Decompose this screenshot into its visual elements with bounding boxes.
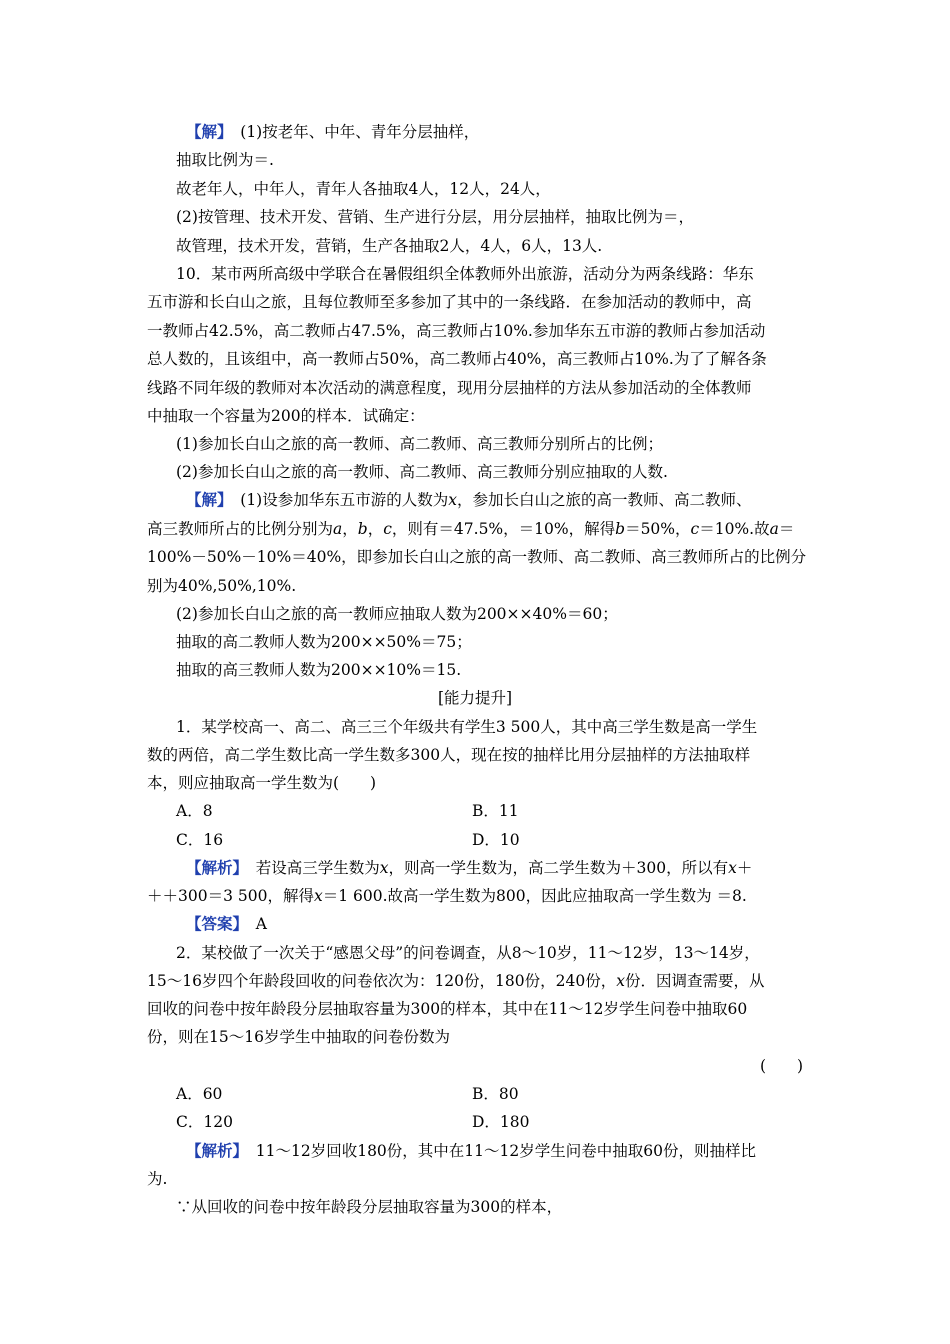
analysis-line: 【解析】 若设高三学生数为x，则高一学生数为，高二学生数为＋300，所以有x＋	[186, 858, 753, 877]
question-text: 数的两倍，高二学生数比高一学生数多300人，现在按的抽样比用分层抽样的方法抽取样	[147, 746, 751, 764]
text-line: 抽取的高三教师人数为200××10%＝15.	[176, 661, 462, 679]
problem-text: 一教师占42.5%，高二教师占47.5%，高三教师占10%.参加华东五市游的教师占参加活动	[147, 322, 766, 340]
question-text: 2．某校做了一次关于“感恩父母”的问卷调查，从8～10岁，11～12岁，13～14岁，	[176, 944, 760, 962]
analysis-line: ＋＋300＝3 500，解得x＝1 600.故高一学生数为800，因此应抽取高一学生数为 ＝8.	[147, 887, 747, 905]
solution-line: 【解】 (1)按老年、中年、青年分层抽样，	[186, 122, 480, 141]
text-line: 抽取比例为＝.	[176, 151, 274, 169]
option-d: D．180	[472, 1113, 530, 1131]
question-text: 1．某学校高一、高二、高三三个年级共有学生3 500人，其中高三学生数是高一学生	[176, 718, 758, 736]
solution-tag: 【解】	[186, 490, 225, 509]
problem-text: 五市游和长白山之旅，且每位教师至多参加了其中的一条线路．在参加活动的教师中，高	[147, 293, 752, 311]
question-text: 本，则应抽取高一学生数为( )	[147, 774, 377, 792]
text-line: (2)参加长白山之旅的高一教师应抽取人数为200××40%＝60；	[176, 605, 618, 623]
answer-tag: 【答案】	[186, 914, 241, 933]
analysis-line: ∵从回收的问卷中按年龄段分层抽取容量为300的样本，	[176, 1198, 563, 1216]
option-a: A．8	[176, 802, 213, 820]
problem-text: 中抽取一个容量为200的样本．试确定：	[147, 407, 425, 425]
analysis-tag: 【解析】	[186, 1141, 241, 1160]
question-text: 回收的问卷中按年龄段分层抽取容量为300的样本，其中在11～12岁学生问卷中抽取60	[147, 1000, 748, 1018]
question-text: 15～16岁四个年龄段回收的问卷依次为：120份，180份，240份，x份．因调查需要，从	[147, 972, 765, 990]
question-text: 份，则在15～16岁学生中抽取的问卷份数为	[147, 1028, 450, 1046]
analysis-tag: 【解析】	[186, 858, 241, 877]
problem-text: (2)参加长白山之旅的高一教师、高二教师、高三教师分别应抽取的人数.	[176, 463, 668, 481]
text-line: (2)按管理、技术开发、营销、生产进行分层，用分层抽样，抽取比例为＝，	[176, 208, 694, 226]
solution-tag: 【解】	[186, 122, 225, 141]
option-d: D．10	[472, 831, 520, 849]
option-b: B．11	[472, 802, 519, 820]
solution-line: 【解】 (1)设参加华东五市游的人数为x，参加长白山之旅的高一教师、高二教师、	[186, 490, 752, 509]
text-line: 故老年人，中年人，青年人各抽取4人，12人，24人，	[176, 180, 551, 198]
analysis-line: 为.	[147, 1170, 168, 1188]
option-c: C．120	[176, 1113, 233, 1131]
problem-text: 线路不同年级的教师对本次活动的满意程度，现用分层抽样的方法从参加活动的全体教师	[147, 379, 752, 397]
problem-text: 10．某市两所高级中学联合在暑假组织全体教师外出旅游，活动分为两条线路：华东	[176, 265, 754, 283]
answer-line: 【答案】 A	[186, 914, 267, 933]
answer-blank: ( )	[760, 1057, 804, 1075]
option-b: B．80	[472, 1085, 519, 1103]
option-a: A．60	[176, 1085, 223, 1103]
section-heading: [能力提升]	[437, 689, 513, 707]
option-c: C．16	[176, 831, 224, 849]
text-line: 故管理，技术开发，营销，生产各抽取2人，4人，6人，13人.	[176, 237, 603, 255]
problem-text: 总人数的，且该组中，高一教师占50%，高二教师占40%，高三教师占10%.为了了解各条	[147, 350, 767, 368]
analysis-line: 【解析】 11～12岁回收180份，其中在11～12岁学生问卷中抽取60份，则抽样比	[186, 1141, 756, 1160]
text-line: 抽取的高二教师人数为200××50%＝75；	[176, 633, 472, 651]
text-line: 别为40%,50%,10%.	[147, 577, 297, 595]
text-line: 100%－50%－10%＝40%，即参加长白山之旅的高一教师、高二教师、高三教师所占的比例分	[147, 548, 807, 566]
problem-text: (1)参加长白山之旅的高一教师、高二教师、高三教师分别所占的比例；	[176, 435, 663, 453]
text-line: 高三教师所占的比例分别为a，b，c，则有＝47.5%，＝10%，解得b＝50%，c＝10%.故a＝	[147, 520, 795, 538]
